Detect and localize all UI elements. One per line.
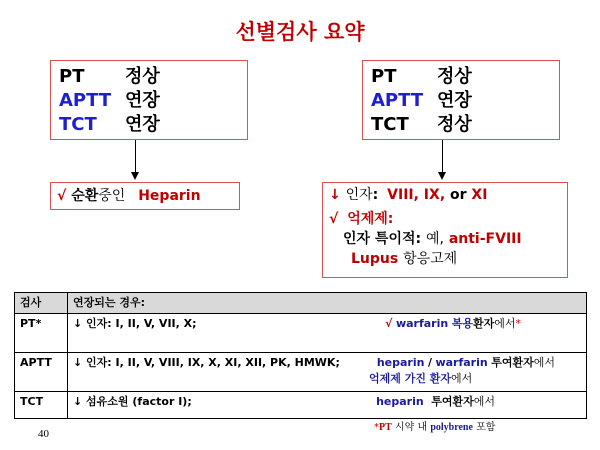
right-note-line3 bbox=[329, 229, 567, 249]
row-aptt-name: APTT bbox=[15, 353, 68, 392]
footnote-polybrene: polybrene bbox=[430, 422, 473, 433]
row-aptt-line2 bbox=[73, 371, 581, 387]
row-aptt-heparin: heparin bbox=[376, 356, 425, 369]
left-aptt-label: APTT bbox=[59, 90, 112, 111]
left-row-aptt bbox=[59, 89, 247, 113]
right-tct-label: TCT bbox=[371, 114, 409, 135]
left-result-box bbox=[50, 60, 248, 140]
left-note-line bbox=[57, 186, 239, 206]
row-aptt-in2: 에서 bbox=[451, 372, 473, 385]
row-pt-left: ↓ 인자: I, II, V, VII, X; bbox=[73, 317, 197, 330]
row-aptt-warfarin: warfarin bbox=[435, 356, 488, 369]
down-arrow-icon: ↓ bbox=[329, 187, 341, 203]
right-note-anticoag: 항응고제 bbox=[403, 251, 458, 267]
left-arrow-head bbox=[131, 172, 139, 180]
right-note-box bbox=[322, 182, 568, 278]
left-tct-label: TCT bbox=[59, 114, 97, 135]
row-tct-name: TCT bbox=[15, 392, 68, 419]
left-row-pt bbox=[59, 65, 247, 89]
right-tct-value: 정상 bbox=[437, 114, 472, 135]
right-note-inhibitor: 억제제: bbox=[347, 211, 394, 227]
row-pt-patient: 환자 bbox=[472, 317, 495, 330]
right-note-factors: VIII, IX, bbox=[387, 187, 446, 203]
page-title: 선별검사 요약 bbox=[235, 20, 365, 44]
row-tct-treated: 투여환자 bbox=[431, 395, 474, 408]
row-pt-taking: 복용 bbox=[451, 317, 473, 330]
row-aptt-inhibitor: 억제제 가진 환자 bbox=[369, 372, 452, 385]
right-aptt-value: 연장 bbox=[437, 90, 472, 111]
row-tct-left: ↓ 섬유소원 (factor I); bbox=[73, 395, 192, 408]
row-tct-in: 에서 bbox=[473, 395, 495, 408]
row-pt-detail bbox=[68, 314, 587, 353]
right-arrow-shaft bbox=[442, 140, 443, 173]
right-note-lupus: Lupus bbox=[351, 251, 399, 267]
row-aptt-detail bbox=[68, 353, 587, 392]
right-pt-label: PT bbox=[371, 66, 397, 87]
row-pt-star: * bbox=[515, 317, 521, 330]
row-pt-warfarin: warfarin bbox=[395, 317, 449, 330]
row-tct-detail bbox=[68, 392, 587, 419]
row-aptt-treated: 투여환자 bbox=[491, 356, 534, 369]
right-note-line4 bbox=[329, 249, 567, 269]
left-tct-value: 연장 bbox=[125, 114, 160, 135]
left-row-tct bbox=[59, 113, 247, 137]
row-aptt-slash: / bbox=[427, 356, 432, 369]
right-note-or: or bbox=[450, 187, 467, 203]
header-prolonged: 연장되는 경우: bbox=[68, 293, 587, 314]
row-pt-name: PT* bbox=[15, 314, 68, 353]
check-icon: √ bbox=[329, 211, 339, 227]
footnote-contains: 포함 bbox=[476, 422, 496, 433]
row-pt-in: 에서 bbox=[494, 317, 516, 330]
right-note-xi: XI bbox=[471, 187, 488, 203]
left-note-box bbox=[50, 182, 240, 210]
footnote-reagent: 시약 내 bbox=[394, 422, 428, 433]
right-row-tct bbox=[371, 113, 559, 137]
table-header-row bbox=[15, 293, 587, 314]
row-tct-right bbox=[376, 394, 495, 410]
right-note-factor: 인자 bbox=[345, 187, 373, 203]
right-note-line1 bbox=[329, 185, 567, 205]
footnote-star: * bbox=[374, 422, 379, 433]
left-aptt-value: 연장 bbox=[125, 90, 160, 111]
right-row-pt bbox=[371, 65, 559, 89]
left-pt-label: PT bbox=[59, 66, 85, 87]
row-aptt-left: ↓ 인자: I, II, V, VIII, IX, X, XI, XII, PK, HMWK; bbox=[73, 356, 340, 369]
right-aptt-label: APTT bbox=[371, 90, 424, 111]
right-note-line2 bbox=[329, 209, 567, 229]
footnote bbox=[374, 418, 495, 433]
page-number: 40 bbox=[38, 428, 49, 440]
right-note-colon: : bbox=[372, 187, 379, 203]
row-aptt-right bbox=[377, 355, 555, 371]
check-icon: √ bbox=[385, 317, 393, 330]
table-row bbox=[15, 314, 587, 353]
row-pt-right bbox=[385, 316, 521, 332]
left-arrow-shaft bbox=[135, 140, 136, 173]
row-tct-heparin: heparin bbox=[376, 395, 424, 408]
footnote-pt: PT bbox=[379, 422, 392, 433]
table-row bbox=[15, 353, 587, 392]
right-row-aptt bbox=[371, 89, 559, 113]
right-note-example: 예, bbox=[425, 231, 444, 247]
left-note-in: 중인 bbox=[98, 188, 126, 204]
left-note-circulating: 순환 bbox=[71, 188, 99, 204]
right-note-specific: 인자 특이적: bbox=[343, 231, 422, 247]
row-aptt-in: 에서 bbox=[533, 356, 555, 369]
check-icon: √ bbox=[57, 188, 67, 204]
right-note-anti-fviii: anti-FVIII bbox=[448, 231, 522, 247]
right-arrow-head bbox=[438, 172, 446, 180]
left-note-heparin: Heparin bbox=[138, 188, 201, 204]
header-test: 검사 bbox=[15, 293, 68, 314]
table-row bbox=[15, 392, 587, 419]
right-result-box bbox=[362, 60, 560, 140]
summary-table bbox=[14, 292, 587, 419]
left-pt-value: 정상 bbox=[125, 66, 160, 87]
right-pt-value: 정상 bbox=[437, 66, 472, 87]
